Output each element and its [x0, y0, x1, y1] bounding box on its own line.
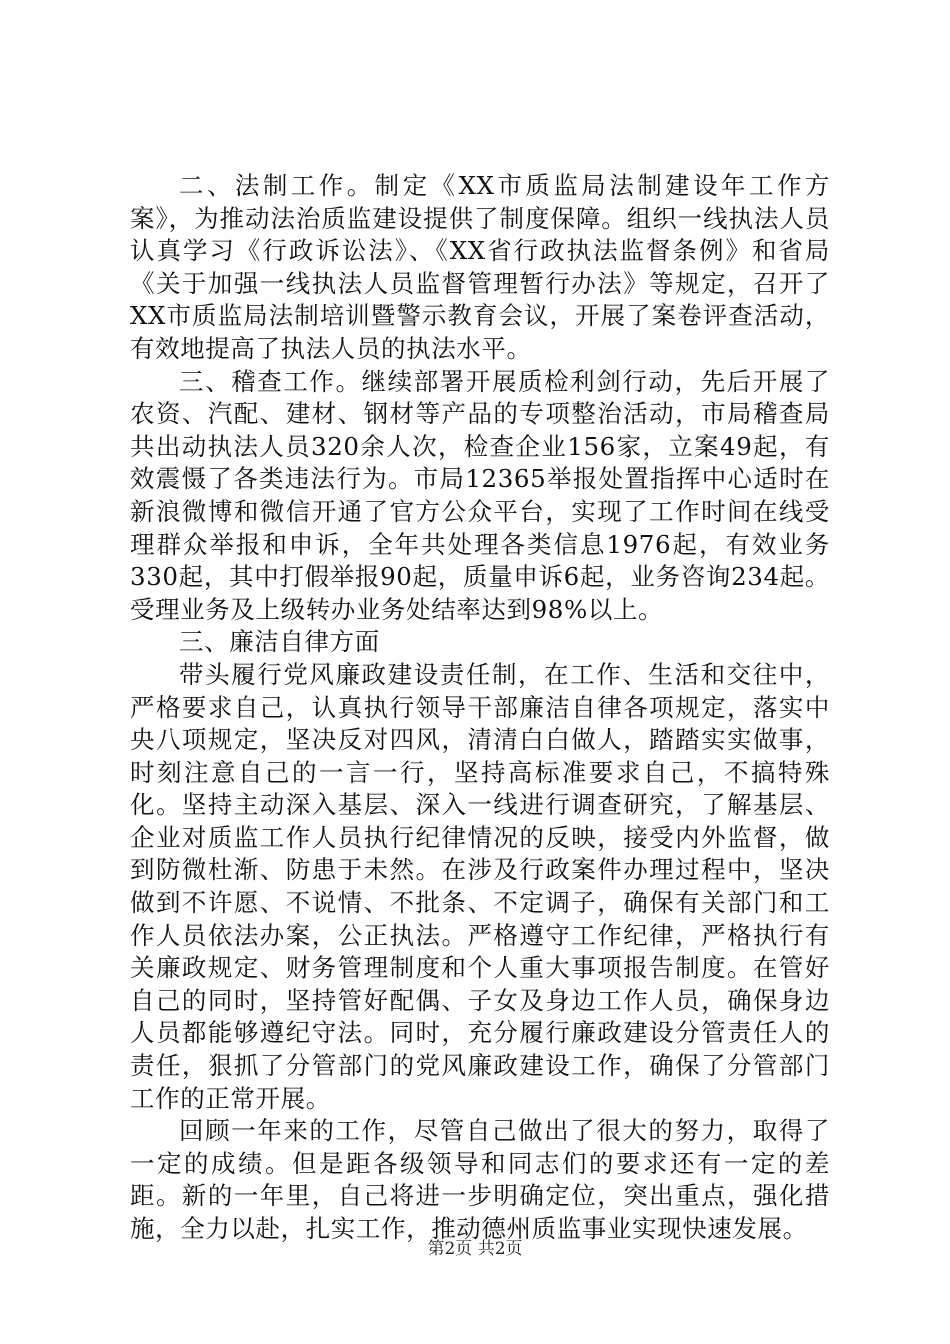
- document-body: [130, 170, 830, 1246]
- paragraph-integrity: 带头履行党风廉政建设责任制，在工作、生活和交往中，严格要求自己，认真执行领导干部廉洁自律各项规定，落实中央八项规定，坚决反对四风，清清白白做人，踏踏实实做事，时刻注意自己的一言一行，坚持高标准要求自己，不搞特殊化。坚持主动深入基层、深入一线进行调查研究，了解基层、企业对质监工作人员执行纪律情况的反映，接受内外监督，做到防微杜渐、防患于未然。在涉及行政案件办理过程中，坚决做到不许愿、不说情、不批条、不定调子，确保有关部门和工作人员依法办案，公正执法。严格遵守工作纪律，严格执行有关廉政规定、财务管理制度和个人重大事项报告制度。在管好自己的同时，坚持管好配偶、子女及身边工作人员，确保身边人员都能够遵纪守法。同时，充分履行廉政建设分管责任人的责任，狠抓了分管部门的党风廉政建设工作，确保了分管部门工作的正常开展。: [130, 659, 830, 1113]
- paragraph-inspection-work: 三、稽查工作。继续部署开展质检利剑行动，先后开展了农资、汽配、建材、钢材等产品的专项整治活动，市局稽查局共出动执法人员320余人次，检查企业156家，立案49起，有效震慑了各类违法行为。市局12365举报处置指挥中心适时在新浪微博和微信开通了官方公众平台，实现了工作时间在线受理群众举报和申诉，全年共处理各类信息1976起，有效业务330起，其中打假举报90起，质量申诉6起，业务咨询234起。受理业务及上级转办业务处结率达到98%以上。: [130, 366, 830, 624]
- section-heading-integrity: 三、廉洁自律方面: [179, 627, 380, 657]
- paragraph-review: 回顾一年来的工作，尽管自己做出了很大的努力，取得了一定的成绩。但是距各级领导和同志们的要求还有一定的差距。新的一年里，自己将进一步明确定位，突出重点，强化措施，全力以赴，扎实工作，推动德州质监事业实现快速发展。: [130, 1116, 830, 1243]
- paragraph-legal-work: 二、法制工作。制定《XX市质监局法制建设年工作方案》，为推动法治质监建设提供了制度保障。组织一线执法人员认真学习《行政诉讼法》、《XX省行政执法监督条例》和省局《关于加强一线执法人员监督管理暂行办法》等规定，召开了XX市质监局法制培训暨警示教育会议，开展了案卷评查活动，有效地提高了执法人员的执法水平。: [130, 171, 830, 363]
- page-footer: 第2页 共2页: [427, 1239, 523, 1259]
